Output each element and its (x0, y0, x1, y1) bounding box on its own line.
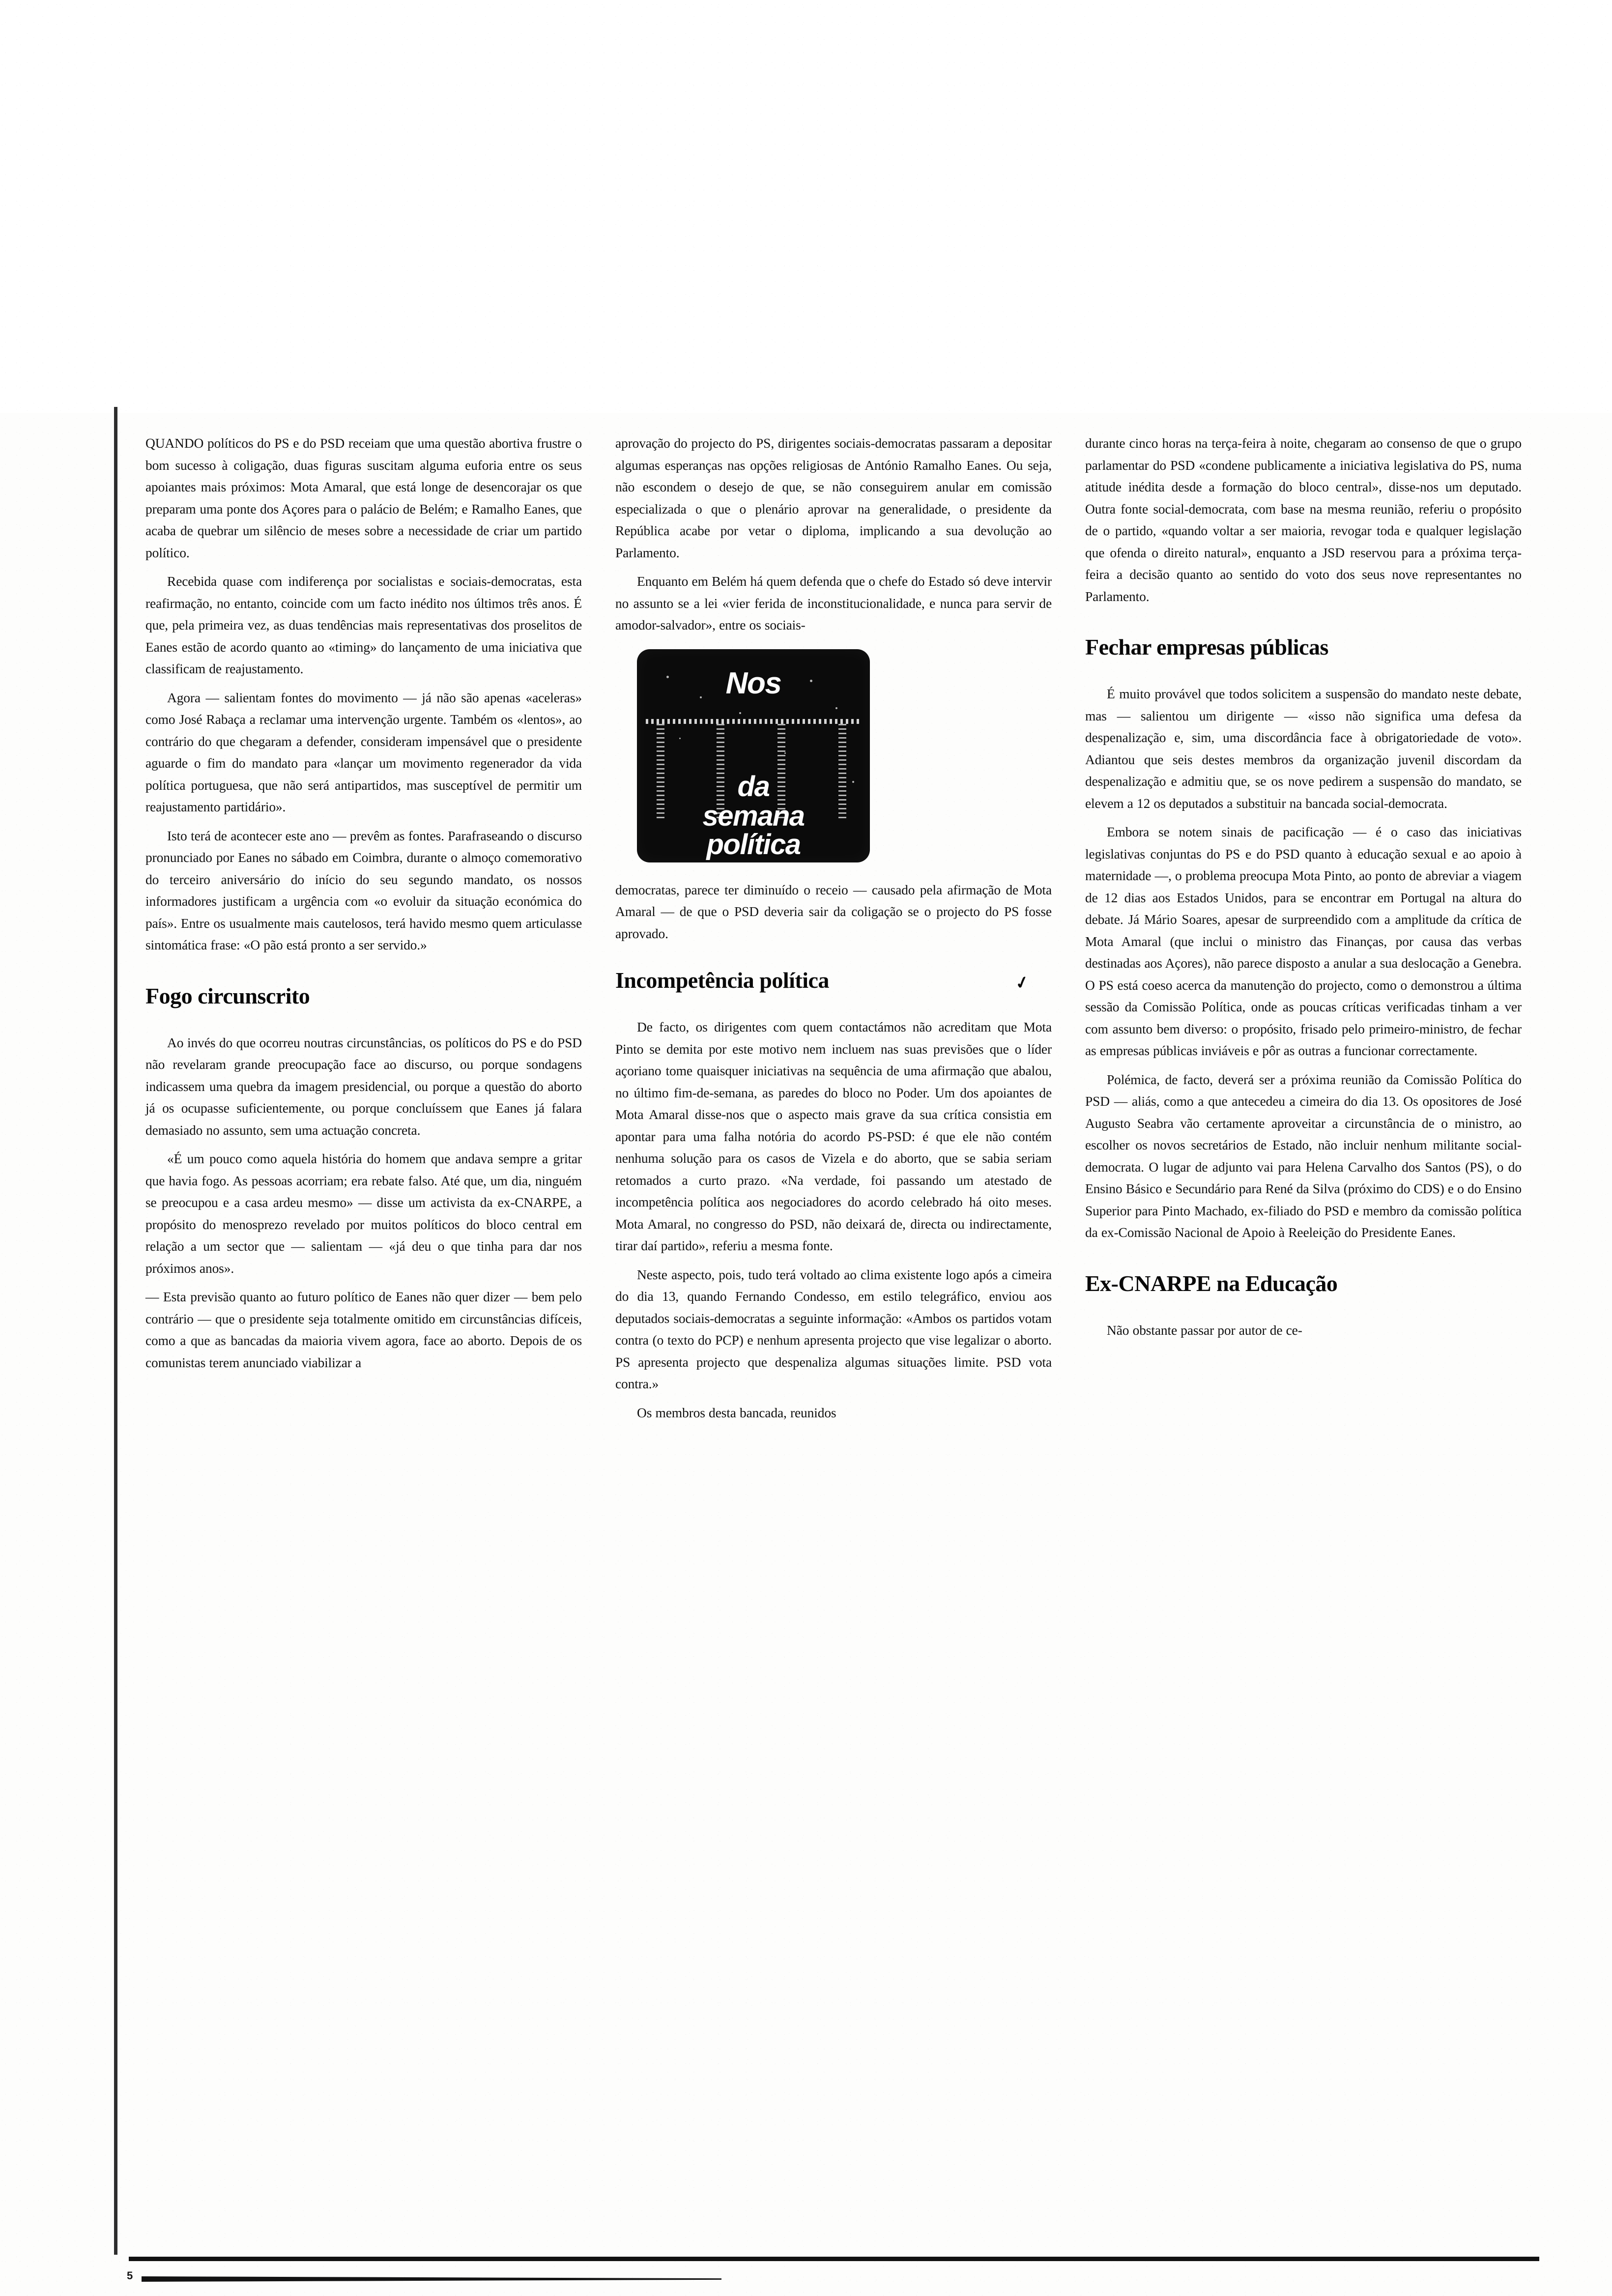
paragraph: Os membros desta bancada, reunidos (637, 1405, 836, 1420)
section-heading-label: Incompetência política (615, 968, 829, 993)
bottom-rule-lower (142, 2276, 721, 2282)
section-heading-incompetencia-politica (615, 967, 1052, 994)
semana-politica-logo (637, 649, 870, 862)
paragraph: aprovação do projecto do PS, dirigentes sociais-democratas passaram a depositar algumas esperanças nas opções religiosas de António Ramalho Eanes. Ou seja, não escondem o desejo de que, se não conseguirem anular em comissão especializada o que o plenário aprovar na generalidade, o presidente da República acabe por vetar o diploma, implicando a sua devolução ao Parlamento. (615, 435, 1052, 560)
column-2 (615, 432, 1052, 2241)
article-columns (145, 432, 1522, 2241)
paragraph: Isto terá de acontecer este ano — prevêm as fontes. Parafraseando o discurso pronunciado por Eanes no sábado em Coimbra, durante o almoço comemorativo do terceiro aniversário do início do seu segundo mandato, os nossos informadores justificam a urgência com «o evoluir da situação económica do país». Entre os usualmente mais cautelosos, terá havido mesmo quem articulasse sintomática frase: «O pão está pronto a ser servido.» (145, 828, 582, 952)
logo-line-semana: semana (702, 800, 805, 832)
logo-line-nos: Nos (725, 666, 781, 700)
paragraph: durante cinco horas na terça-feira à noite, chegaram ao consenso de que o grupo parlamentar do PSD «condene publicamente a iniciativa legislativa do PS, numa atitude inédita desde a formação do bloco central», disse-nos um deputado. Outra fonte social-democrata, com base na mesma reunião, referiu o propósito de o partido, «quando voltar a ser maioria, revogar toda e qualquer legislação que ofenda o direito natural», enquanto a JSD reservou para a próxima terça-feira a decisão quanto ao sentido do voto dos seus nove representantes no Parlamento. (1085, 435, 1522, 604)
paragraph: Embora se notem sinais de pacificação — é o caso das iniciativas legislativas conjuntas do PS e do PSD quanto à educação sexual e ao apoio à maternidade —, o problema preocupa Mota Pinto, ao ponto de abreviar a viagem de 12 dias aos Estados Unidos, para se encontrar em Portugal na altura do debate. Já Mário Soares, apesar de surpreendido com a amplitude da crítica de Mota Amaral (que inclui o ministro das Finanças, por causa das verbas destinadas aos Açores), não parece disposto a anular a sua deslocação a Genebra. O PS está coeso acerca da manutenção do projecto, como o demonstrou a última sessão da Comissão Política, onde as poucas críticas verificadas tinham a ver com assunto bem diverso: o propósito, frisado pelo primeiro-ministro, de fechar as empresas públicas inviáveis e pôr as outras a funcionar correctamente. (1085, 824, 1522, 1058)
paragraph: Recebida quase com indiferença por socialistas e sociais-democratas, esta reafirmação, no entanto, coincide com um facto inédito nos últimos três anos. É que, pela primeira vez, as duas tendências mais representativas dos proselitos de Eanes estão de acordo quanto ao «timing» do lançamento de uma iniciativa que classificam de reajustamento. (145, 574, 582, 676)
paragraph: — Esta previsão quanto ao futuro político de Eanes não quer dizer — bem pelo contrário — que o presidente seja totalmente omitido em circunstâncias difíceis, como a que as bancadas da maioria vivem agora, face ao aborto. Depois de os comunistas terem anunciado viabilizar a (145, 1289, 582, 1370)
paragraph: De facto, os dirigentes com quem contactámos não acreditam que Mota Pinto se demita por este motivo nem incluem nas suas previsões que o líder açoriano tome quaisquer iniciativas na sequência de uma afirmação que abalou, no último fim-de-semana, as paredes do bloco no Poder. Um dos apoiantes de Mota Amaral disse-nos que o aspecto mais grave da sua crítica consistia em apontar para uma falha notória do acordo PS-PSD: é que ele não contém nenhuma solução para os casos de Vizela e do aborto, que se sabia seriam retomados a curto prazo. «Na verdade, foi passando um atestado de incompetência política aos negociadores do acordo celebrado há oito meses. Mota Amaral, no congresso do PSD, não deixará de, directa ou indirectamente, tirar daí partido», referiu a mesma fonte. (615, 1019, 1052, 1253)
paragraph: democratas, parece ter diminuído o receio — causado pela afirmação de Mota Amaral — de que o PSD deveria sair da coligação se o projecto do PS fosse aprovado. (615, 882, 1052, 941)
column-1 (145, 432, 582, 2241)
left-margin-rule (114, 407, 117, 2255)
paragraph: Ao invés do que ocorreu noutras circunstâncias, os políticos do PS e do PSD não revelaram grande preocupação face ao discurso, ou porque sondagens indicassem uma quebra da imagem presidencial, ou porque a questão do aborto já os ocupasse suficientemente, ou porque concluíssem que Eanes já falara demasiado no assunto, sem uma actuação concreta. (145, 1034, 582, 1138)
paragraph: Não obstante passar por autor de ce- (1107, 1322, 1302, 1338)
column-3 (1085, 432, 1522, 2241)
section-heading-fogo-circunscrito: Fogo circunscrito (145, 983, 310, 1008)
paragraph: QUANDO políticos do PS e do PSD receiam que uma questão abortiva frustre o bom sucesso à coligação, duas figuras suscitam alguma euforia entre os seus apoiantes mais próximos: Mota Amaral, que está longe de desencorajar os que preparam uma ponte dos Açores para o palácio de Belém; e Ramalho Eanes, que acaba de quebrar um silêncio de meses sobre a necessidade de criar um partido político. (145, 435, 582, 560)
section-heading-fechar-empresas-publicas: Fechar empresas públicas (1085, 634, 1328, 660)
page-top-margin (0, 0, 1612, 413)
logo-line-da: da (737, 770, 770, 803)
bottom-rule-upper (129, 2257, 1539, 2261)
paragraph: É muito provável que todos solicitem a suspensão do mandato neste debate, mas — salientou um dirigente — «isso não significa uma defesa da despenalização e, sim, uma discordância face à obrigatoriedade de voto». Adiantou que seis destes membros da organização juvenil discordam da despenalização e admitiu que, se os nove pedirem a suspensão do mandato, se elevem a 12 os deputados a substituir na bancada social-democrata. (1085, 686, 1522, 811)
paragraph: Agora — salientam fontes do movimento — já não são apenas «aceleras» como José Rabaça a reclamar uma intervenção urgente. Também os «lentos», ao contrário do que chegaram a defender, consideram impensável que o presidente aguarde o fim do mandato para «lançar um movimento regenerador da vida política portuguesa, que não será antipartidos, mas susceptível de permitir um reajustamento partidário». (145, 689, 582, 814)
checkmark-icon: ✓ (1013, 973, 1031, 994)
folio-number: 5 (127, 2269, 133, 2282)
lintel-illustration (646, 719, 861, 724)
paragraph: «É um pouco como aquela história do homem que andava sempre a gritar que havia fogo. As pessoas acorriam; era rebate falso. Até que, um dia, ninguém se preocupou e a casa ardeu mesmo» — disse um activista da ex-CNARPE, a propósito do menosprezo revelado por muitos políticos do bloco central em relação a um sector que — salientam — «já deu o que tinha para dar nos próximos anos». (145, 1151, 582, 1276)
logo-line-politica: política (706, 828, 801, 861)
section-heading-ex-cnarpe-na-educacao: Ex-CNARPE na Educação (1085, 1270, 1338, 1296)
paragraph: Polémica, de facto, deverá ser a próxima reunião da Comissão Política do PSD — aliás, como a que antecedeu a cimeira do dia 13. Os opositores de José Augusto Seabra vão certamente aproveitar a circunstância de o ministro, ao escolher os novos secretários de Estado, não incluir nenhum militante social-democrata. O lugar de adjunto vai para Helena Carvalho dos Santos (PS), o do Ensino Básico e Secundário para René da Silva (próximo do CDS) e o do Ensino Superior para Pinto Machado, ex-filiado do PSD e membro da comissão política da ex-Comissão Nacional de Apoio à Reeleição do Presidente Eanes. (1085, 1071, 1522, 1240)
paragraph: Neste aspecto, pois, tudo terá voltado ao clima existente logo após a cimeira do dia 13, quando Fernando Condesso, em estilo telegráfico, enviou aos deputados sociais-democratas a seguinte informação: «Ambos os partidos votam contra (o texto do PCP) e nenhum apresenta projecto que vise legalizar o aborto. PS apresenta projecto que despenaliza algumas situações limite. PSD vota contra.» (615, 1266, 1052, 1391)
paragraph: Enquanto em Belém há quem defenda que o chefe do Estado só deve intervir no assunto se a lei «vier ferida de inconstitucionalidade, e nunca para servir de amodor-salvador», entre os sociais- (615, 574, 1052, 632)
